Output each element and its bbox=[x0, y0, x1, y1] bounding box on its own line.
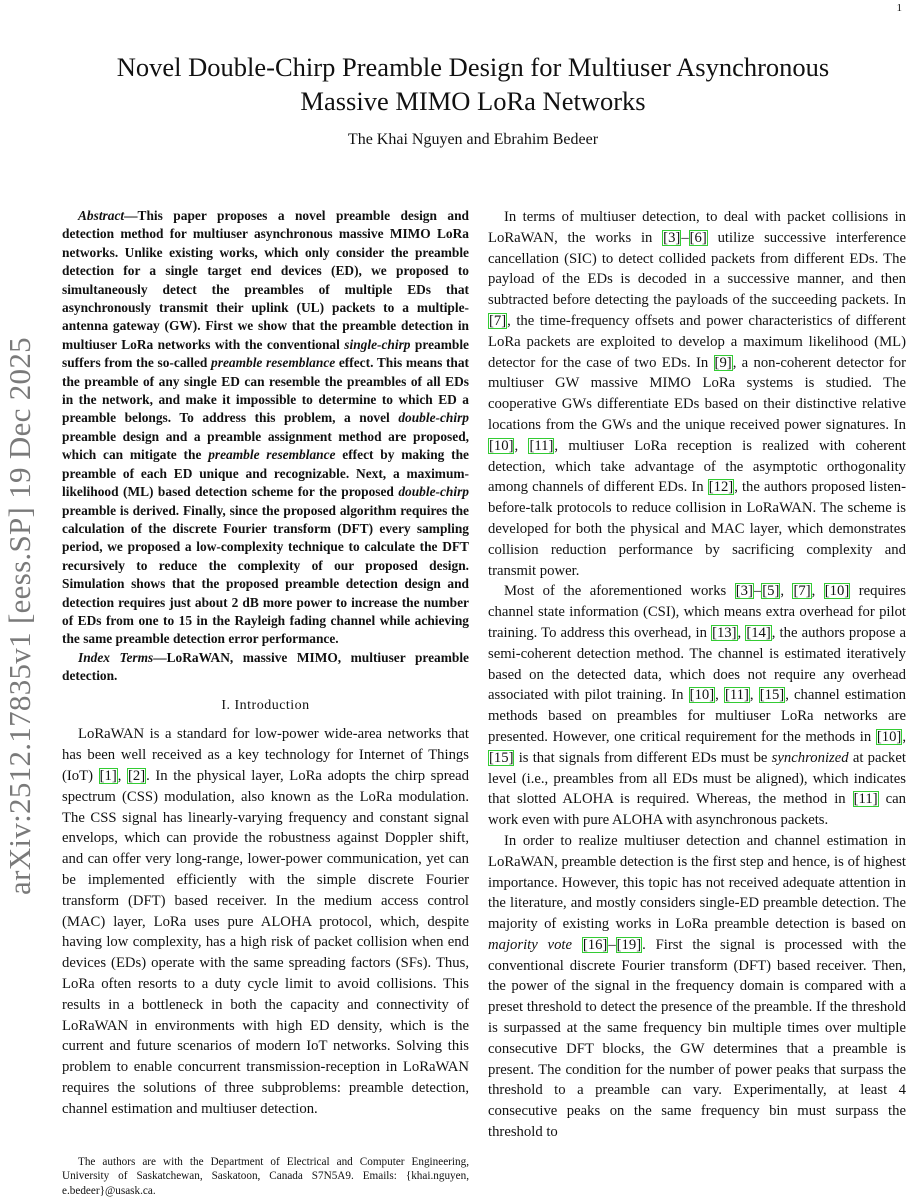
text-run: – bbox=[681, 229, 689, 246]
text-run: In terms of multiuser detection, to deal with packet collisions in LoRaWAN, the works in bbox=[488, 209, 906, 246]
citation-link[interactable]: [15] bbox=[489, 749, 514, 766]
citation-link[interactable]: [6] bbox=[689, 229, 707, 246]
index-terms bbox=[62, 649, 469, 686]
section-heading-introduction: I. Introduction bbox=[221, 697, 310, 713]
arxiv-identifier: arXiv:2512.17835v1 [eess.SP] 19 Dec 2025 bbox=[2, 337, 37, 895]
citation-link[interactable]: [12] bbox=[708, 479, 734, 496]
text-run: can work even with pure ALOHA with asynchronous packets. bbox=[488, 791, 906, 829]
arxiv-sidebar bbox=[0, 316, 40, 916]
abstract-text: effect. This means that the preamble of any single ED can resemble the preambles of all EDs in the network, and make it impossible to determine to which ED a preamble belongs. To address this problem, a novel bbox=[62, 355, 470, 426]
abstract-text: preamble design and a preamble assignment method are proposed, which can mitigate the bbox=[62, 428, 469, 463]
citation-link[interactable]: [7] bbox=[793, 583, 811, 600]
intro-paragraph bbox=[62, 724, 469, 1119]
abstract-emph: preamble resemblance bbox=[208, 447, 336, 463]
text-run: – bbox=[753, 583, 762, 600]
abstract-emph: single-chirp bbox=[344, 336, 411, 352]
text-run: , bbox=[117, 767, 127, 784]
emphasis: synchronized bbox=[771, 749, 849, 766]
citation-link[interactable]: [5] bbox=[762, 583, 780, 600]
title-line-1: Novel Double-Chirp Preamble Design for Multiuser Asynchronous bbox=[116, 52, 830, 82]
text-run: requires channel state information (CSI), which means extra overhead for pilot training. To address this overhead, in bbox=[488, 583, 906, 641]
text-run: In order to realize multiuser detection and channel estimation in LoRaWAN, preamble detection is the first step and hence, is of highest importance. However, this topic has not received adequate attention in the literature, and mostly considers single-ED preamble detection. The majority of existing works in LoRa preamble detection is based on bbox=[488, 832, 906, 933]
text-run: , multiuser LoRa reception is realized with coherent detection, which take advantage of the asymptotic orthogonality among channels of different EDs. In bbox=[488, 437, 906, 496]
citation-link[interactable]: [10] bbox=[824, 583, 850, 600]
citation-link[interactable]: [11] bbox=[724, 687, 749, 704]
text-run: , bbox=[780, 583, 793, 600]
left-column bbox=[62, 207, 469, 1120]
text-run: , bbox=[514, 437, 529, 454]
text-run: . In the physical layer, LoRa adopts the chirp spread spectrum (CSS) modulation, also known as the LoRa modulation. The CSS signal has linearly-varying frequency and constant signal envelops, which can provide the robustness against Doppler shift, and can offer very long-range, lower-power communication, yet can be implemented efficiently with the simple discrete Fourier transform (DFT) based receiver. In the medium access control (MAC) layer, LoRa uses pure ALOHA protocol, which, despite having low complexity, has a high risk of packet collision when end devices (EDs) operate with the same spreading factors (SFs). Thus, LoRa often resorts to a duty cycle limit to avoid collisions. This results in a bottleneck in both the capacity and connectivity of LoRaWAN in environments with high ED density, which is the current and future scenarios of modern IoT networks. Solving this problem to enable concurrent transmission-reception in LoRaWAN requires the solutions of three subproblems: preamble detection, channel estimation and multiuser detection. bbox=[62, 767, 470, 1117]
citation-link[interactable]: [14] bbox=[746, 624, 771, 641]
abstract-label: Abstract bbox=[78, 208, 125, 223]
text-run: . First the signal is processed with the conventional discrete Fourier transform (DFT) based receiver. Then, the power of the signal in the frequency domain is compared with a preset threshold to detect the presence of the preamble. If the threshold is surpassed at the same frequency bin multiple times over multiple consecutive DFT blocks, the GW determines that a preamble is present. The condition for the number of power peaks that surpass the threshold to a preamble can vary. Experimentally, at least 4 consecutive peaks on the same frequency bin must surpass the threshold to bbox=[488, 936, 906, 1141]
text-run: , the authors propose a semi-coherent detection method. The channel is estimated iteratively based on the detected data, which does not require any overhead associated with pilot training. In bbox=[488, 624, 906, 704]
citation-link[interactable]: [7] bbox=[489, 312, 507, 329]
multiuser-detection-paragraph bbox=[488, 207, 906, 581]
title-line-2: Massive MIMO LoRa Networks bbox=[300, 86, 646, 116]
citation-link[interactable]: [15] bbox=[759, 687, 785, 704]
text-run: , the authors proposed listen-before-talk protocols to reduce collision in LoRaWAN. The scheme is developed for both the physical and MAC layer, which demonstrates collision reduction performance by sacrificing complexity and transmit power. bbox=[488, 479, 906, 579]
preamble-detection-paragraph bbox=[488, 831, 906, 1143]
citation-link[interactable]: [10] bbox=[689, 687, 715, 704]
citation-link[interactable]: [3] bbox=[735, 583, 753, 600]
footnote: The authors are with the Department of Electrical and Computer Engineering, University of Saskatchewan, Saskatoon, Canada S7N5A9. Emails: {khai.nguyen, e.bedeer}@usask.ca. bbox=[62, 1156, 469, 1197]
citation-link[interactable]: [10] bbox=[489, 437, 514, 454]
abstract-text: preamble suffers from the so-called bbox=[62, 336, 469, 371]
authors: The Khai Nguyen and Ebrahim Bedeer bbox=[347, 131, 599, 148]
text-run: , bbox=[811, 583, 824, 600]
text-run bbox=[572, 937, 582, 953]
abstract-text: preamble is derived. Finally, since the proposed algorithm requires the calculation of the discrete Fourier transform (DFT) every sampling period, we proposed a low-complexity technique to calculate the DFT recursively to reduce the complexity of our proposed design. Simulation shows that the proposed preamble detection design and detection requires just about 2 dB more power to increase the number of EDs from one to 15 in the Rayleigh fading channel while achieving the same preamble detection error performance. bbox=[62, 502, 469, 647]
citation-link[interactable]: [2] bbox=[127, 767, 146, 784]
page-number: 1 bbox=[896, 2, 902, 14]
paper-title bbox=[40, 50, 906, 118]
citation-link[interactable]: [11] bbox=[853, 791, 878, 808]
abstract-emph: double-chirp bbox=[398, 484, 469, 500]
text-run: , a non-coherent detector for multiuser GW massive MIMO LoRa systems is studied. The cooperative GWs differentiate EDs based on their distinctive relative locations from the GWs and the unique received power signatures. In bbox=[488, 354, 906, 433]
emphasis: majority vote bbox=[488, 936, 573, 953]
citation-link[interactable]: [10] bbox=[876, 728, 902, 745]
citation-link[interactable]: [1] bbox=[99, 767, 117, 784]
index-terms-text: —LoRaWAN, massive MIMO, multiuser preamble detection. bbox=[62, 649, 469, 684]
text-run: , bbox=[715, 687, 724, 704]
right-column bbox=[488, 207, 906, 1143]
text-run: , bbox=[902, 728, 906, 745]
text-run: , the time-frequency offsets and power characteristics of different LoRa packets are exploited to develop a maximum likelihood (ML) detector for the case of two EDs. In bbox=[488, 312, 906, 371]
abstract bbox=[62, 207, 469, 649]
text-run: Most of the aforementioned works bbox=[504, 583, 735, 600]
citation-link[interactable]: [16] bbox=[582, 936, 608, 953]
text-run: , bbox=[737, 624, 746, 641]
text-run: , bbox=[749, 687, 759, 704]
csi-paragraph bbox=[488, 581, 906, 831]
text-run: , channel estimation methods based on preambles for multiuser LoRa networks are presented. However, one critical requirement for the methods in bbox=[488, 687, 906, 745]
citation-link[interactable]: [19] bbox=[616, 936, 642, 953]
citation-link[interactable]: [13] bbox=[712, 624, 737, 641]
citation-link[interactable]: [9] bbox=[714, 354, 732, 371]
citation-link[interactable]: [3] bbox=[663, 229, 681, 246]
index-terms-label: Index Terms bbox=[78, 649, 154, 665]
abstract-emph: double-chirp bbox=[398, 410, 469, 426]
text-run: – bbox=[608, 936, 616, 953]
text-run: LoRaWAN is a standard for low-power wide-area networks that has been well received as a key technology for Internet of Things (IoT) bbox=[62, 726, 469, 784]
abstract-emph: preamble resemblance bbox=[211, 355, 336, 371]
abstract-text: —This paper proposes a novel preamble design and detection method for multiuser asynchronous massive MIMO LoRa networks. Unlike existing works, which only consider the preamble detection for a single target end devices (ED), we proposed to simultaneously detect the preambles of multiple EDs that asynchronously transmit their uplink (UL) packets to a multiple-antenna gateway (GW). First we show that the preamble detection in multiuser LoRa networks with the conventional bbox=[62, 208, 469, 352]
abstract-text: effect by making the preamble of each ED unique and recognizable. Next, a maximum-likelihood (ML) based detection scheme for the proposed bbox=[62, 447, 469, 500]
text-run: is that signals from different EDs must be bbox=[514, 749, 772, 766]
text-run: utilize successive interference cancellation (SIC) to detect collided packets from different EDs. The payload of the EDs is decoded in a successive manner, and then subtracted before detecting the payloads of the succeeding packets. In bbox=[488, 229, 906, 309]
citation-link[interactable]: [11] bbox=[529, 437, 554, 454]
text-run: at packet level (i.e., preambles from all EDs must be aligned), which indicates that slotted ALOHA is required. Whereas, the method in bbox=[488, 749, 906, 808]
